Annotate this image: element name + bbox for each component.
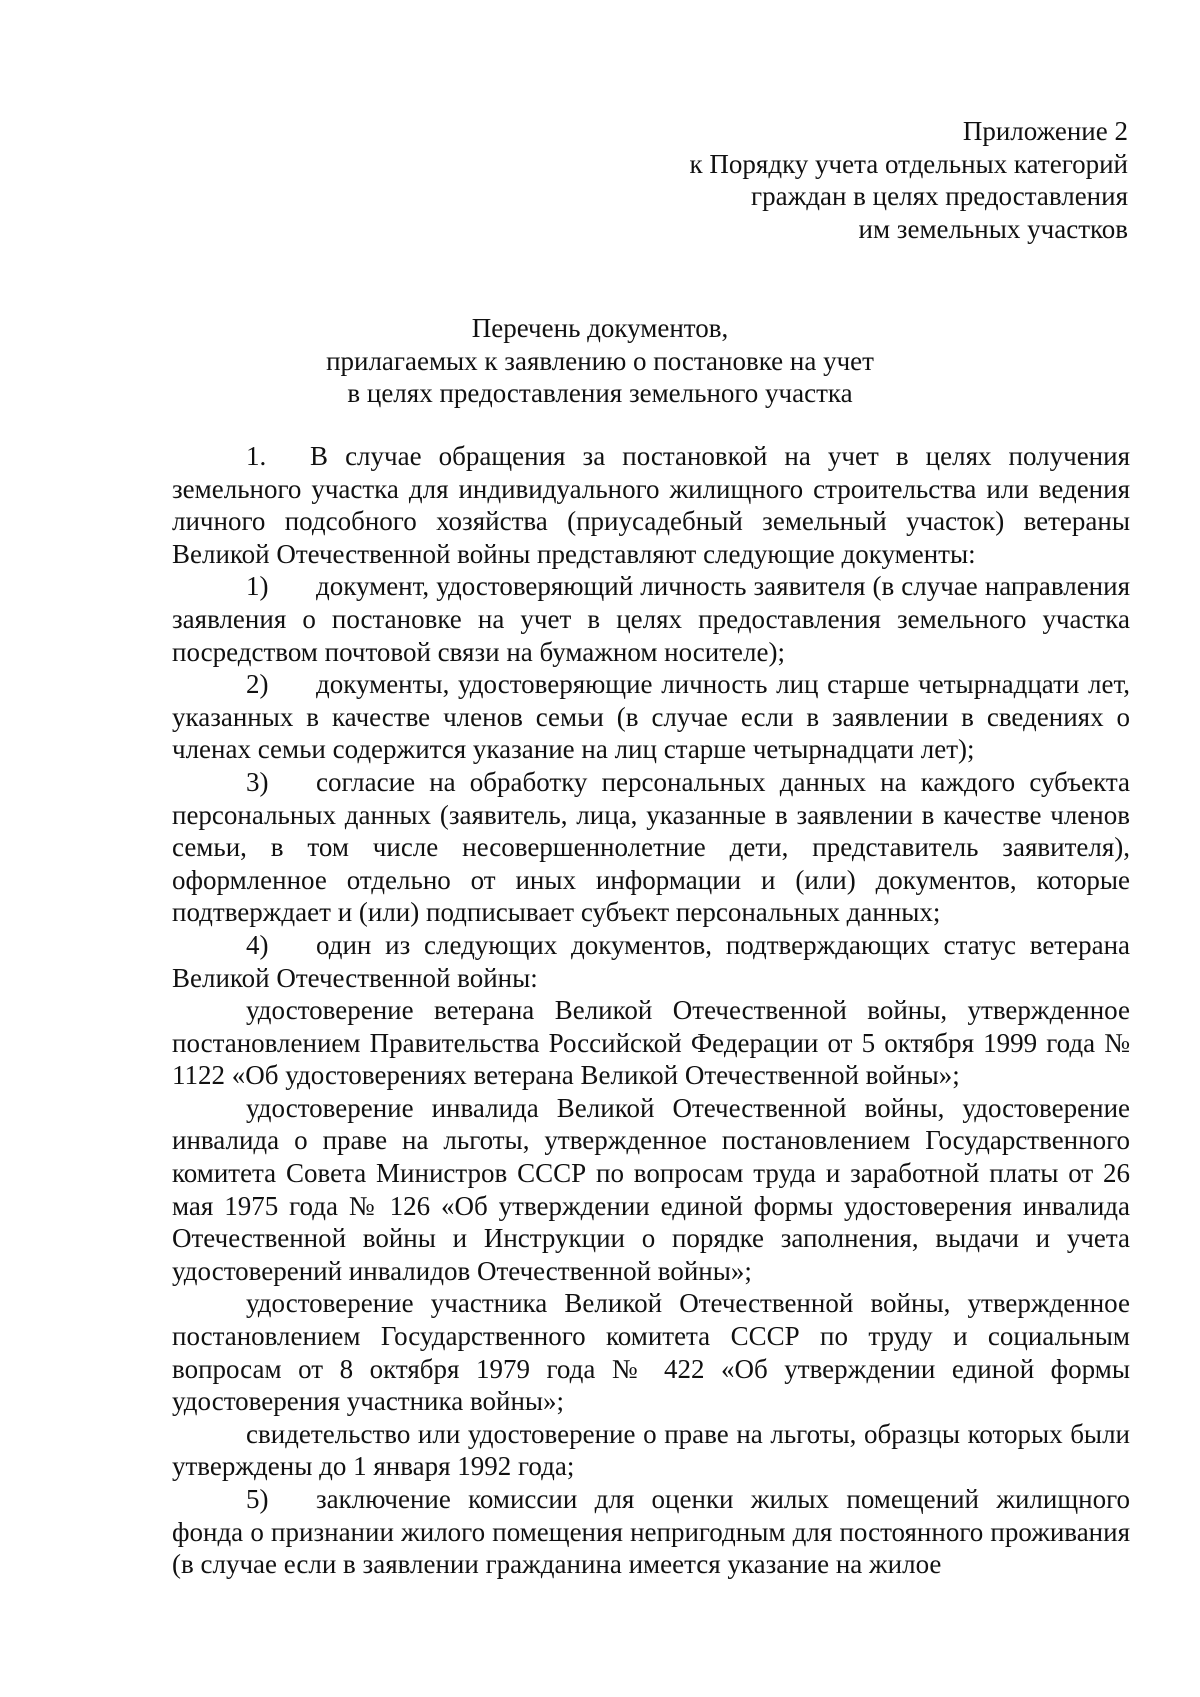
- list-item-2: [172, 668, 1130, 766]
- document-body: [172, 440, 1130, 1581]
- list-item-number: 2): [246, 669, 269, 700]
- document-option-3: удостоверение участника Великой Отечественной войны, утвержденное постановлением Государственного комитета СССР по труду и социальным вопросам от 8 октября 1979 года № 422 «Об утверждении единой формы удостоверения участника войны»;: [172, 1288, 1130, 1417]
- list-item-text: заключение комиссии для оценки жилых помещений жилищного фонда о признании жилого помещения непригодным для постоянного проживания (в случае если в заявлении гражданина имеется указание на жилое: [172, 1484, 1130, 1580]
- document-option-2: удостоверение инвалида Великой Отечественной войны, удостоверение инвалида о праве на льготы, утвержденное постановлением Государственного комитета Совета Министров СССР по вопросам труда и заработной платы от 26 мая 1975 года № 126 «Об утверждении единой формы удостоверения инвалида Отечественной войны и Инструкции о порядке заполнения, выдачи и учета удостоверений инвалидов Отечественной войны»;: [172, 1092, 1130, 1286]
- list-item-text: один из следующих документов, подтверждающих статус ветерана Великой Отечественной войны:: [172, 929, 1130, 993]
- document-option-4: свидетельство или удостоверение о праве на льготы, образцы которых были утверждены до 1 января 1992 года;: [172, 1418, 1130, 1482]
- list-item-number: 1): [246, 571, 269, 602]
- list-item-text: документ, удостоверяющий личность заявителя (в случае направления заявления о постановке на учет в целях предоставления земельного участка посредством почтовой связи на бумажном носителе);: [172, 571, 1130, 667]
- paragraph-text: В случае обращения за постановкой на учет в целях получения земельного участка для индивидуального жилищного строительства или ведения личного подсобного хозяйства (приусадебный земельный участок) ветераны Великой Отечественной войны представляют следующие документы:: [172, 441, 1130, 569]
- list-item-3: [172, 766, 1130, 929]
- paragraph-1: [172, 440, 1130, 570]
- document-option-1: удостоверение ветерана Великой Отечественной войны, утвержденное постановлением Правительства Российской Федерации от 5 октября 1999 года № 1122 «Об удостоверениях ветерана Великой Отечественной войны»;: [172, 995, 1130, 1091]
- title-line: прилагаемых к заявлению о постановке на учет: [326, 345, 874, 376]
- list-item-5: [172, 1483, 1130, 1581]
- appendix-line: к Порядку учета отдельных категорий: [689, 148, 1128, 179]
- title-line: в целях предоставления земельного участка: [347, 378, 853, 409]
- paragraph-number: 1.: [246, 441, 267, 471]
- document-title: [0, 312, 1200, 410]
- appendix-line: Приложение 2: [962, 116, 1128, 146]
- list-item-text: согласие на обработку персональных данных на каждого субъекта персональных данных (заявитель, лица, указанные в заявлении в качестве членов семьи, в том числе несовершеннолетние дети, представитель заявителя), оформленное отдельно от иных информации и (или) документов, которые подтверждает и (или) подписывает субъект персональных данных;: [172, 766, 1130, 928]
- appendix-line: им земельных участков: [858, 213, 1128, 244]
- list-item-text: документы, удостоверяющие личность лиц старше четырнадцати лет, указанных в качестве членов семьи (в случае если в заявлении в сведениях о членах семьи содержится указание на лиц старше четырнадцати лет);: [172, 669, 1130, 765]
- appendix-header: [690, 115, 1128, 245]
- title-line: Перечень документов,: [471, 313, 729, 343]
- list-item-number: 4): [246, 929, 269, 960]
- list-item-4: [172, 929, 1130, 994]
- list-item-number: 3): [246, 766, 269, 797]
- list-item-1: [172, 570, 1130, 668]
- appendix-line: граждан в целях предоставления: [751, 181, 1128, 212]
- list-item-number: 5): [246, 1484, 269, 1514]
